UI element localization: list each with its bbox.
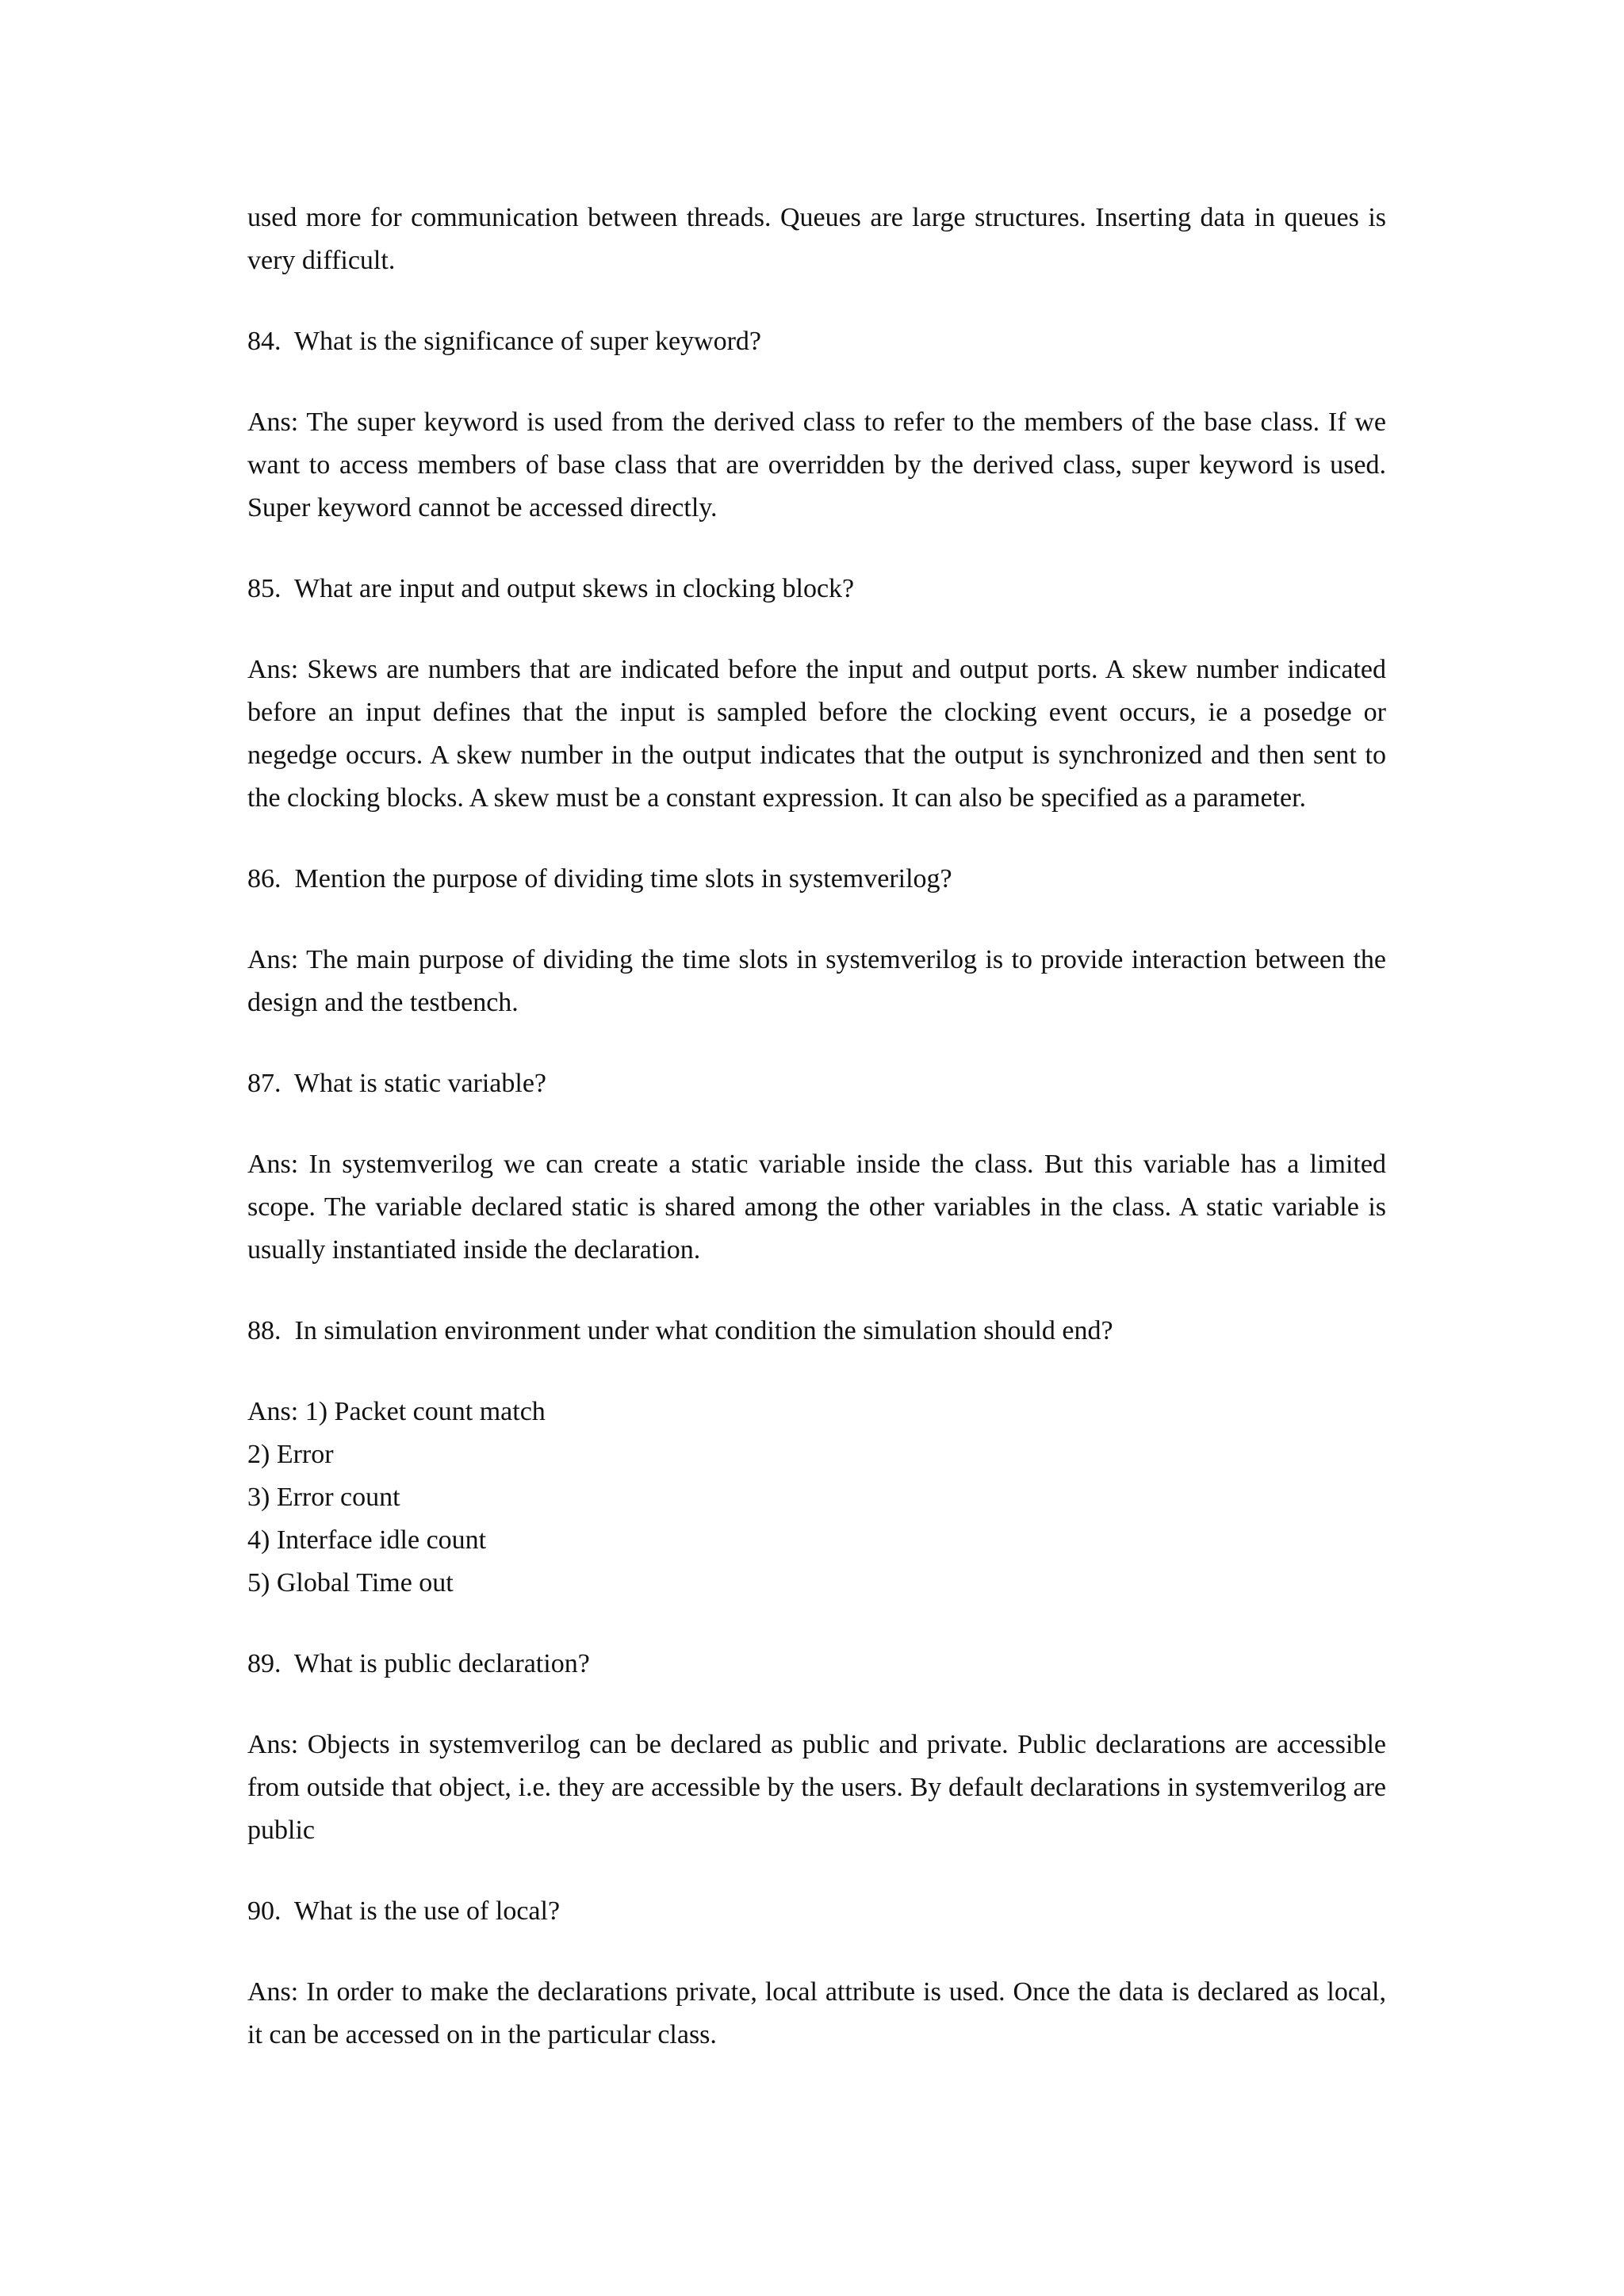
question-90: 90. What is the use of local?: [247, 1896, 561, 1926]
answer-87: Ans: In systemverilog we can create a static variable inside the class. But this variable has a limited scope. The variable declared static is shared among the other variables in the class. A static variable is usually instantiated inside the declaration.: [247, 1150, 1386, 1265]
intro-paragraph: used more for communication between threads. Queues are large structures. Inserting data in queues is very difficult.: [247, 203, 1386, 275]
answer-85: Ans: Skews are numbers that are indicated before the input and output ports. A skew number indicated before an input defines that the input is sampled before the clocking event occurs, ie a posedge or negedge occurs. A skew number in the output indicates that the output is synchronized and then sent to the clocking blocks. A skew must be a constant expression. It can also be specified as a parameter.: [247, 655, 1386, 813]
answer-88-line: Ans: 1) Packet count match: [247, 1397, 546, 1426]
answer-86: Ans: The main purpose of dividing the time slots in systemverilog is to provide interaction between the design and the testbench.: [247, 945, 1386, 1017]
answer-90: Ans: In order to make the declarations private, local attribute is used. Once the data is declared as local, it can be accessed on in the particular class.: [247, 1977, 1386, 2049]
answer-88-line: 5) Global Time out: [247, 1568, 454, 1598]
answer-88-line: 4) Interface idle count: [247, 1525, 487, 1555]
page-content: [247, 197, 1386, 2057]
question-84: 84. What is the significance of super keyword?: [247, 327, 762, 356]
answer-88-list: [247, 1391, 1386, 1605]
answer-89: Ans: Objects in systemverilog can be declared as public and private. Public declarations are accessible from outside that object, i.e. they are accessible by the users. By default declarations in systemverilog are public: [247, 1730, 1386, 1845]
question-87: 87. What is static variable?: [247, 1069, 547, 1098]
question-88: 88. In simulation environment under what condition the simulation should end?: [247, 1316, 1113, 1345]
question-86: 86. Mention the purpose of dividing time slots in systemverilog?: [247, 864, 952, 894]
answer-88-line: 2) Error: [247, 1440, 334, 1469]
question-85: 85. What are input and output skews in clocking block?: [247, 574, 855, 603]
question-89: 89. What is public declaration?: [247, 1649, 590, 1678]
answer-88-line: 3) Error count: [247, 1483, 400, 1512]
answer-84: Ans: The super keyword is used from the derived class to refer to the members of the base class. If we want to access members of base class that are overridden by the derived class, super keyword is used. Super keyword cannot be accessed directly.: [247, 408, 1386, 522]
